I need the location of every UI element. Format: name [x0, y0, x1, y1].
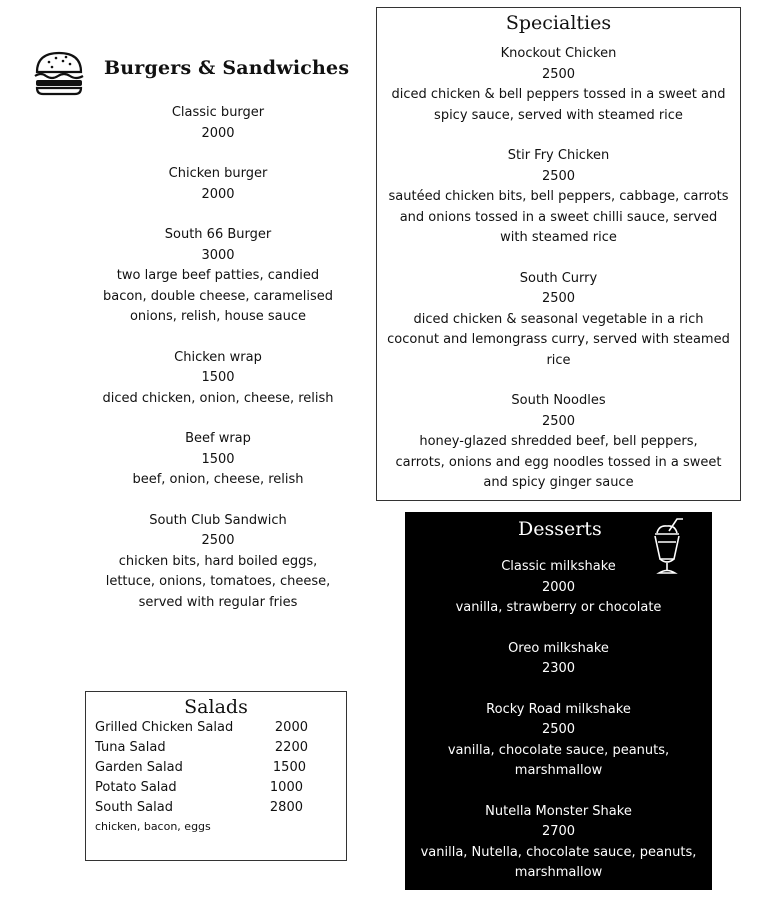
menu-item: [20, 429, 416, 491]
item-name: South Curry: [519, 270, 598, 286]
item-price: 2300: [541, 661, 576, 676]
item-description: beef, onion, cheese, relish: [132, 472, 304, 487]
salad-price: 2200: [274, 740, 308, 755]
menu-item: [405, 557, 712, 619]
item-price: 2700: [541, 824, 576, 839]
salad-row: [86, 798, 346, 818]
item-name: South 66 Burger: [164, 227, 272, 242]
item-description: sautéed chicken bits, bell peppers, cabbage, carrots and onions tossed in a sweet chilli sauce, served with steamed rice: [388, 189, 729, 245]
menu-item: [20, 511, 416, 614]
item-price: 1500: [201, 370, 235, 385]
menu-item: [405, 802, 712, 884]
salad-name: Garden Salad: [95, 760, 183, 775]
salad-row: [86, 758, 346, 778]
desserts-box: [405, 512, 712, 890]
item-name: South Noodles: [511, 393, 606, 408]
item-name: Chicken wrap: [174, 349, 262, 365]
item-description: diced chicken & bell peppers tossed in a sweet and spicy sauce, served with steamed rice: [391, 87, 726, 123]
item-description: vanilla, Nutella, chocolate sauce, peanuts, marshmallow: [420, 844, 697, 880]
menu-item: [20, 103, 416, 144]
item-description: vanilla, strawberry or chocolate: [455, 600, 662, 615]
salad-price: 1000: [269, 780, 303, 795]
burger-icon: [32, 50, 86, 96]
item-price: 3000: [201, 247, 235, 263]
item-name: Chicken burger: [168, 166, 268, 181]
item-name: Knockout Chicken: [500, 46, 617, 61]
item-name: Rocky Road milkshake: [486, 701, 631, 717]
item-description: diced chicken & seasonal vegetable in a rich coconut and lemongrass curry, served with steamed rice: [387, 311, 730, 368]
item-name: Oreo milkshake: [508, 640, 609, 656]
salad-name: Potato Salad: [95, 780, 177, 795]
item-name: South Club Sandwich: [149, 512, 287, 528]
salad-name: Grilled Chicken Salad: [95, 720, 234, 735]
salad-price: 2800: [269, 800, 303, 815]
item-price: 2500: [541, 168, 576, 184]
menu-item: [405, 639, 712, 680]
salad-price: 2000: [274, 720, 308, 735]
item-name: Stir Fry Chicken: [507, 148, 610, 163]
item-name: Classic milkshake: [501, 559, 616, 574]
burgers-title: Burgers & Sandwiches: [104, 57, 350, 79]
salad-name: South Salad: [95, 800, 173, 815]
item-price: 1500: [201, 451, 235, 467]
salad-name: Tuna Salad: [95, 740, 166, 755]
salads-title: Salads: [184, 696, 248, 718]
salad-note: chicken, bacon, eggs: [95, 820, 211, 833]
item-description: honey-glazed shredded beef, bell peppers, carrots, onions and egg noodles tossed in a sweet and spicy ginger sauce: [395, 434, 722, 490]
menu-item: [377, 146, 740, 249]
item-price: 2500: [541, 291, 576, 306]
item-description: two large beef patties, candied bacon, double cheese, caramelised onions, relish, house sauce: [102, 268, 333, 324]
desserts-list: [405, 557, 712, 904]
item-description: diced chicken, onion, cheese, relish: [102, 390, 334, 406]
burgers-header: [20, 48, 380, 98]
item-name: Beef wrap: [185, 431, 251, 446]
item-price: 2500: [541, 66, 576, 82]
menu-item: [20, 348, 416, 410]
item-price: 2500: [201, 533, 235, 548]
item-name: Classic burger: [171, 105, 265, 120]
salad-row: [86, 718, 346, 738]
desserts-title: Desserts: [518, 518, 602, 540]
salad-price: 1500: [272, 760, 306, 775]
specialties-box: [376, 7, 741, 501]
item-price: 2000: [201, 125, 235, 141]
salads-box: [85, 691, 347, 861]
salad-row: [86, 738, 346, 758]
menu-item: [377, 44, 740, 126]
item-price: 2000: [541, 579, 576, 595]
item-description: vanilla, chocolate sauce, peanuts, marshmallow: [447, 742, 670, 778]
salad-row: [86, 778, 346, 798]
menu-item: [405, 700, 712, 782]
item-description: chicken bits, hard boiled eggs, lettuce, onions, tomatoes, cheese, served with regular fries: [105, 553, 331, 610]
burgers-list: [20, 103, 416, 633]
menu-item: [377, 391, 740, 494]
menu-item: [20, 164, 416, 205]
item-name: Nutella Monster Shake: [485, 803, 632, 819]
item-price: 2000: [201, 186, 235, 202]
item-price: 2500: [541, 413, 576, 429]
item-price: 2500: [541, 722, 576, 737]
menu-item: [20, 225, 416, 328]
menu-item: [377, 269, 740, 372]
specialties-title: Specialties: [505, 12, 612, 34]
